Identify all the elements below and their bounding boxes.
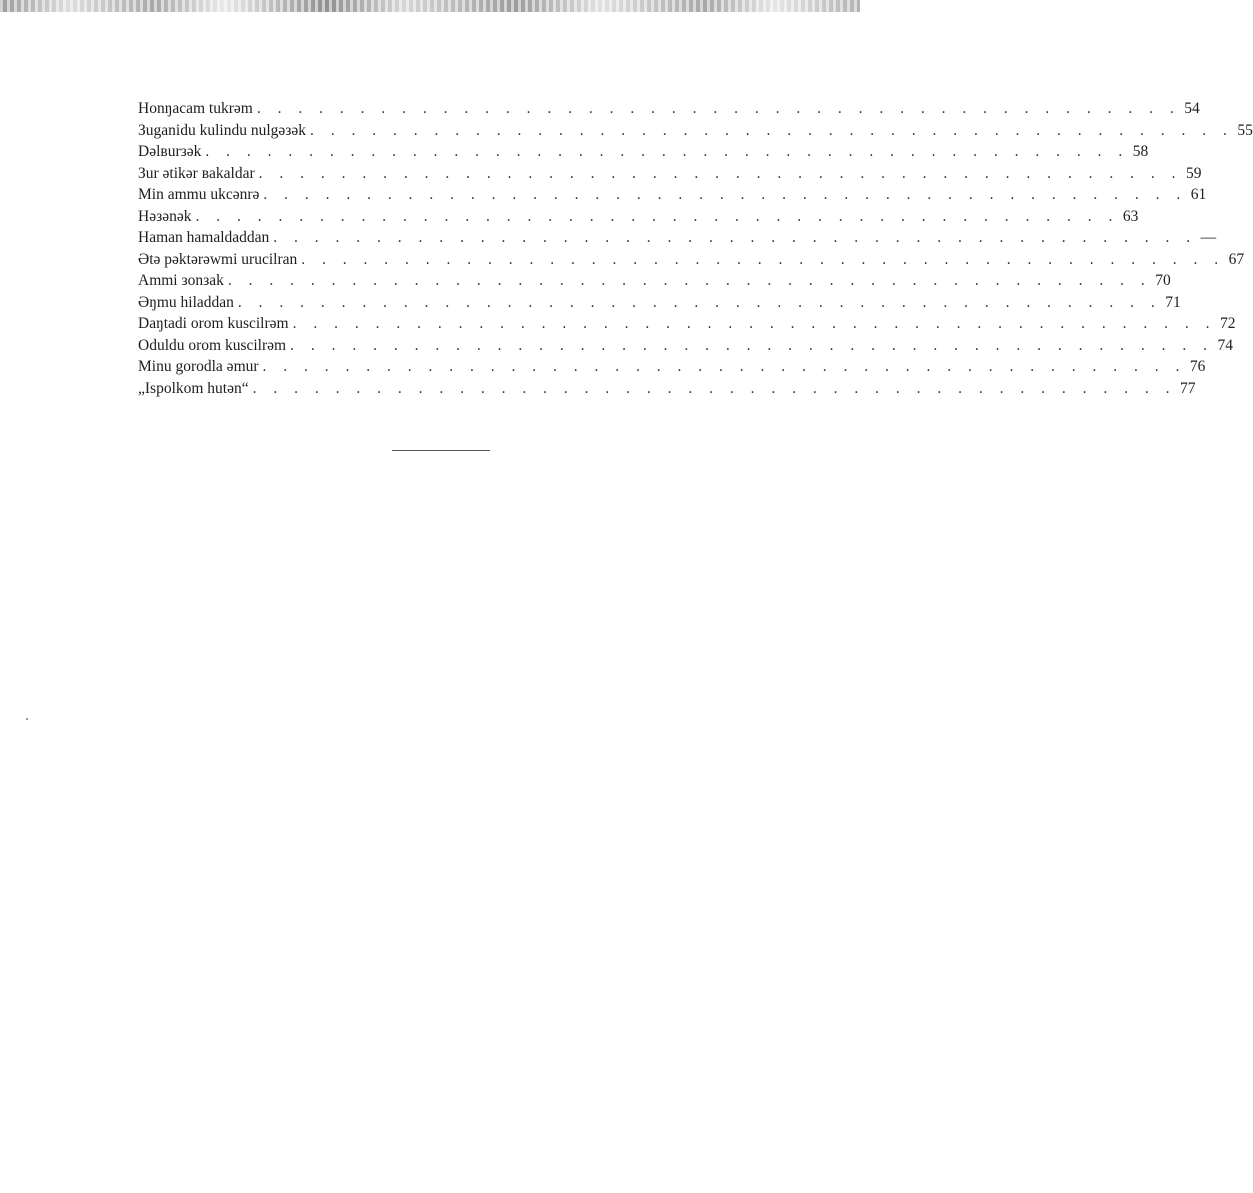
scan-edge-artifact — [0, 0, 860, 12]
toc-entry-title: Min ammu ukcənrə — [138, 186, 260, 203]
dot-leader: . . . . . . . . . . . . . . . . . . . . . . . . . . . . . . . . . . . . . . . . . . . . . — [227, 272, 1152, 289]
toc-entry — [138, 292, 1181, 314]
dot-leader: . . . . . . . . . . . . . . . . . . . . . . . . . . . . . . . . . . . . . . . . . . . . . — [290, 336, 1214, 354]
dot-leader: . . . . . . . . . . . . . . . . . . . . . . . . . . . . . . . . . . . . . . . . . . . . . — [310, 121, 1234, 139]
toc-entry-title: Daŋtadi orom kuscilrəm — [138, 315, 289, 332]
toc-entry-title: Haman hamaldaddan — [138, 229, 270, 246]
toc-entry — [138, 270, 1171, 292]
dot-leader: . . . . . . . . . . . . . . . . . . . . . . . . . . . . . . . . . . . . . . . . . . . . . — [262, 358, 1186, 375]
toc-entry — [138, 206, 1139, 228]
toc-entry-page: 70 — [1155, 272, 1171, 289]
dot-leader: . . . . . . . . . . . . . . . . . . . . . . . . . . . . . . . . . . . . . . . . . . . . . — [237, 293, 1162, 311]
toc-entry-title: „Ispolkom hutən“ — [138, 379, 249, 397]
toc-entry-page: 72 — [1219, 315, 1236, 332]
toc-entry-page: 59 — [1186, 164, 1202, 182]
toc-entry — [138, 120, 1253, 142]
toc-entry-title: Honŋacam tukrəm — [138, 100, 253, 117]
toc-entry-page: 74 — [1217, 336, 1233, 354]
toc-entry-page: 67 — [1228, 250, 1245, 268]
toc-entry-page: 63 — [1122, 207, 1139, 225]
dot-leader: . . . . . . . . . . . . . . . . . . . . . . . . . . . . . . . . . . . . . . . . . . . . . — [273, 229, 1197, 246]
toc-entry-page: 58 — [1132, 143, 1149, 160]
toc-entry-page: — — [1200, 229, 1217, 246]
toc-entry — [138, 184, 1207, 206]
toc-entry-title: Əŋmu hiladdan — [138, 293, 234, 311]
scan-speck — [26, 718, 28, 720]
section-divider — [392, 450, 490, 451]
toc-entry-page: 61 — [1190, 186, 1207, 203]
table-of-contents — [138, 98, 1253, 399]
toc-entry-title: Oduldu orom kuscilrəm — [138, 336, 287, 354]
dot-leader: . . . . . . . . . . . . . . . . . . . . . . . . . . . . . . . . . . . . . . . . . . . . . — [205, 143, 1129, 160]
toc-entry-page: 54 — [1184, 100, 1200, 117]
dot-leader: . . . . . . . . . . . . . . . . . . . . . . . . . . . . . . . . . . . . . . . . . . . . . — [195, 207, 1119, 225]
dot-leader: . . . . . . . . . . . . . . . . . . . . . . . . . . . . . . . . . . . . . . . . . . . . . — [301, 250, 1225, 268]
toc-entry — [138, 378, 1196, 400]
toc-entry-page: 76 — [1189, 358, 1206, 375]
toc-entry — [138, 163, 1202, 185]
toc-entry-page: 71 — [1165, 293, 1181, 311]
dot-leader: . . . . . . . . . . . . . . . . . . . . . . . . . . . . . . . . . . . . . . . . . . . . . — [252, 379, 1177, 397]
toc-entry — [138, 227, 1217, 249]
dot-leader: . . . . . . . . . . . . . . . . . . . . . . . . . . . . . . . . . . . . . . . . . . . . . — [263, 186, 1187, 203]
toc-entry — [138, 335, 1233, 357]
toc-entry — [138, 249, 1245, 271]
toc-entry-title: Minu gorodla əmur — [138, 358, 259, 375]
toc-entry-page: 55 — [1237, 121, 1253, 139]
toc-entry-title: Həзənək — [138, 207, 192, 225]
toc-entry — [138, 98, 1200, 120]
toc-entry-title: Dəlвurзək — [138, 143, 202, 160]
toc-entry-page: 77 — [1180, 379, 1196, 397]
toc-entry-title: Ətə pəktərəwmi urucilran — [138, 250, 298, 268]
toc-entry-title: Ammi зonзak — [138, 272, 224, 289]
toc-entry — [138, 356, 1206, 378]
dot-leader: . . . . . . . . . . . . . . . . . . . . . . . . . . . . . . . . . . . . . . . . . . . . . — [258, 164, 1183, 182]
toc-entry — [138, 313, 1236, 335]
dot-leader: . . . . . . . . . . . . . . . . . . . . . . . . . . . . . . . . . . . . . . . . . . . . . — [292, 315, 1216, 332]
dot-leader: . . . . . . . . . . . . . . . . . . . . . . . . . . . . . . . . . . . . . . . . . . . . . — [256, 100, 1181, 117]
toc-entry-title: Зuganidu kulindu nulgəзək — [138, 121, 307, 139]
toc-entry-title: Зur ətikər вakaldar — [138, 164, 255, 182]
toc-entry — [138, 141, 1149, 163]
